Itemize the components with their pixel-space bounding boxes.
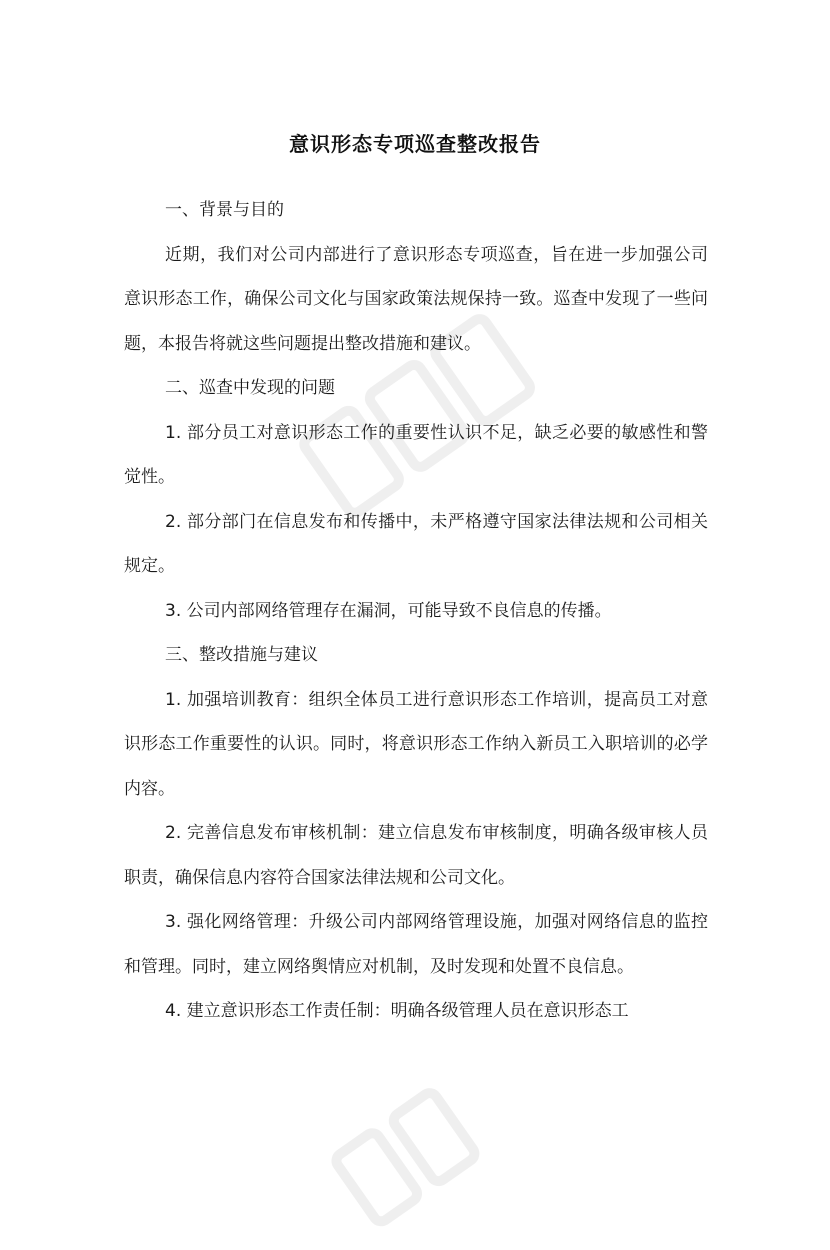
list-item: 3. 强化网络管理：升级公司内部网络管理设施，加强对网络信息的监控和管理。同时，建立网络舆情应对机制，及时发现和处置不良信息。 bbox=[124, 912, 708, 977]
section-heading: 一、背景与目的 bbox=[165, 200, 284, 220]
section-heading: 三、整改措施与建议 bbox=[165, 645, 318, 665]
section-heading: 二、巡查中发现的问题 bbox=[165, 378, 335, 398]
watermark-shape-bottom bbox=[314, 1033, 547, 1246]
watermark-logo-bottom bbox=[314, 1033, 547, 1246]
paragraph: 近期，我们对公司内部进行了意识形态专项巡查，旨在进一步加强公司意识形态工作，确保公司文化与国家政策法规保持一致。巡查中发现了一些问题，本报告将就这些问题提出整改措施和建议。 bbox=[124, 244, 708, 354]
document-body bbox=[124, 188, 708, 1034]
list-item: 2. 部分部门在信息发布和传播中，未严格遵守国家法律法规和公司相关规定。 bbox=[124, 511, 708, 576]
list-item: 1. 部分员工对意识形态工作的重要性认识不足，缺乏必要的敏感性和警觉性。 bbox=[124, 422, 708, 487]
document-title: 意识形态专项巡查整改报告 bbox=[289, 132, 541, 156]
list-item: 1. 加强培训教育：组织全体员工进行意识形态工作培训，提高员工对意识形态工作重要性的认识。同时，将意识形态工作纳入新员工入职培训的必学内容。 bbox=[124, 689, 708, 799]
list-item: 2. 完善信息发布审核机制：建立信息发布审核制度，明确各级审核人员职责，确保信息内容符合国家法律法规和公司文化。 bbox=[124, 823, 708, 888]
list-item: 4. 建立意识形态工作责任制：明确各级管理人员在意识形态工 bbox=[165, 1001, 629, 1021]
list-item: 3. 公司内部网络管理存在漏洞，可能导致不良信息的传播。 bbox=[165, 600, 612, 621]
